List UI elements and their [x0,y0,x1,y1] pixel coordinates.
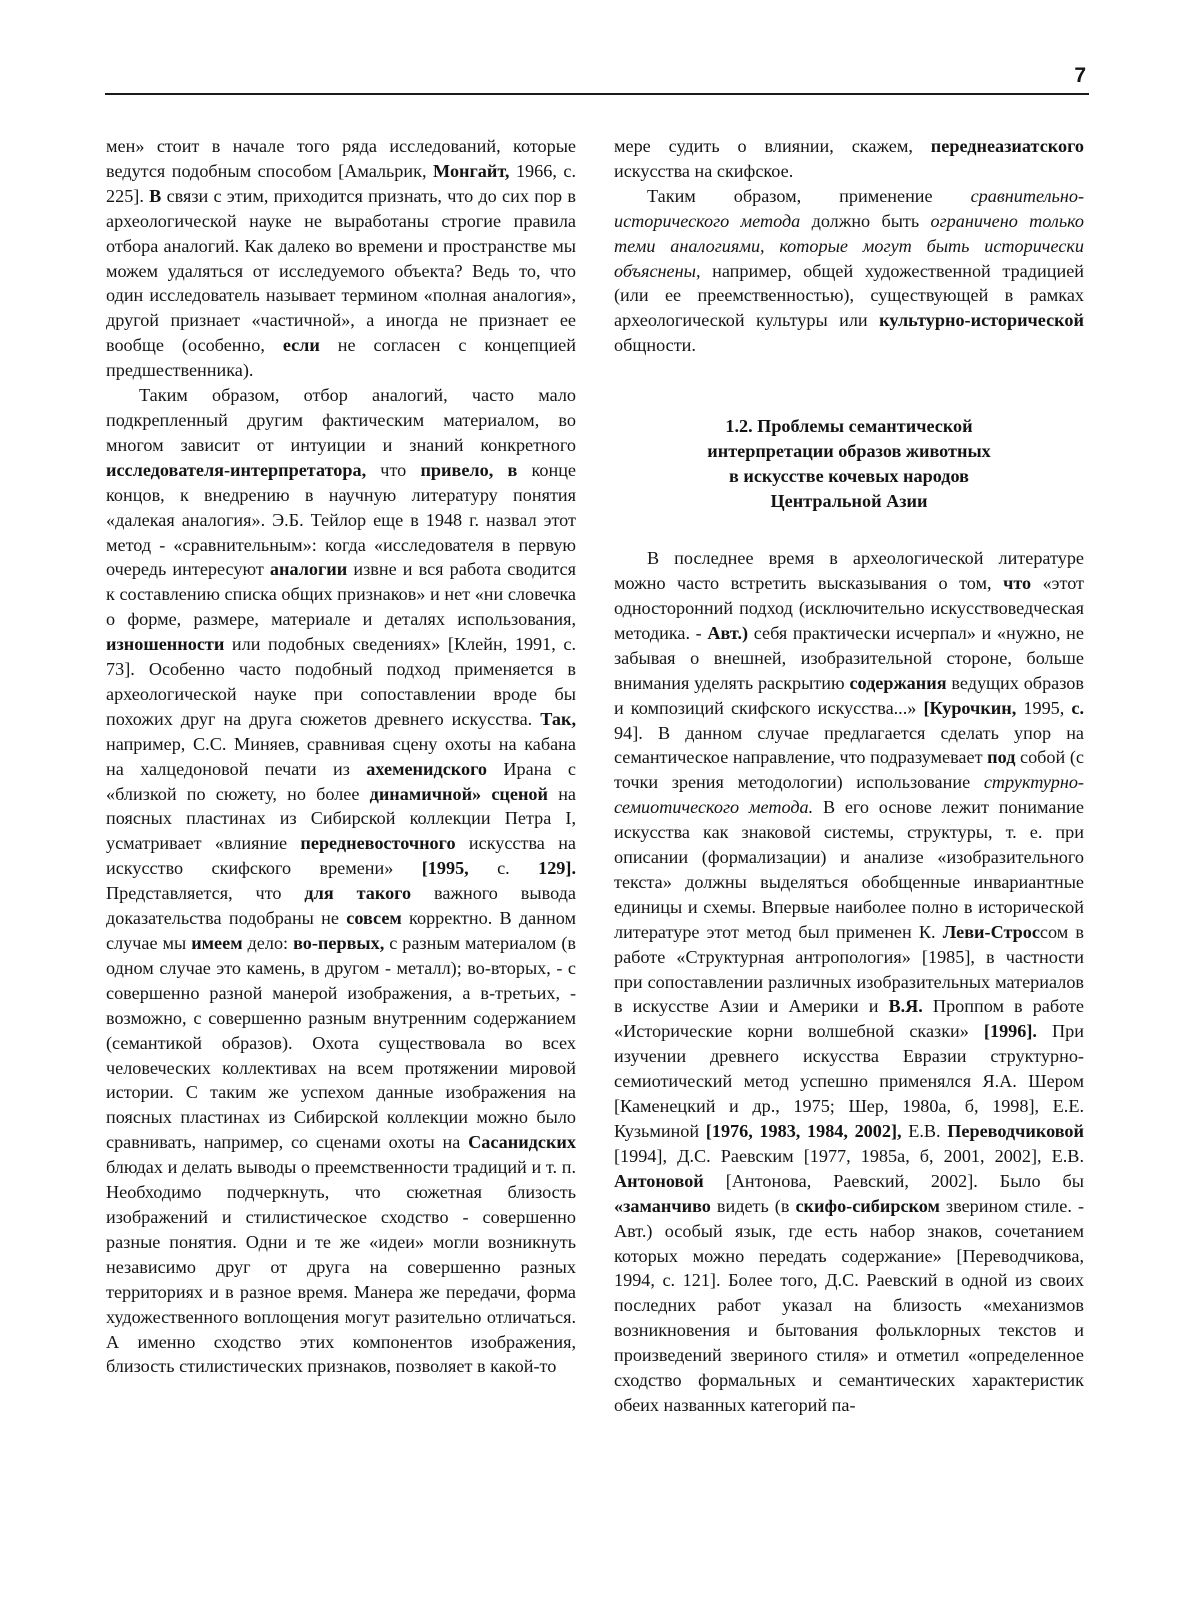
italic-text: ограничено только теми аналогиями, которые могут быть исторически объяснены, [614,210,1085,281]
section-heading-line-2: интерпретации образов животных [707,441,991,462]
bold-text: имеем [191,933,243,953]
text-run: не согласен с концепцией предшественника). [106,335,576,381]
text-run: В его основе лежит понимание искусства как знаковой системы, структуры, т. е. при описании (формализации) и анализе «изобразительного текста» должны выделяться обобщенные инвариантные единицы и схемы. Впервые наиболее полно в исторической литературе этот метод был применен К. [614,797,1084,942]
text-run: видеть (в [710,1195,796,1216]
text-run: с разным материалом (в одном случае это камень, в другом - металл); во-вторых, - с совершенно разной манерой изображения, а в-третьих, - возможно, с совершенно разным внутренним содержанием (семантикой образов). Охота существовала во всех человеческих коллективах на всем протяжении мировой истории. С таким же успехом данные изображения на поясных пластинах из Сибирской коллекции можно было сравнивать, например, со сценами охоты на [106,933,576,1153]
text-run: «этот односторонний подход (исключительно искусствоведческая методика. - [614,573,1084,643]
text-run: собой (с точки зрения методологии) использование [614,747,1084,793]
text-run: важного вывода доказательства подобраны не [106,883,576,929]
text-run: что [366,459,421,480]
bold-text: Монгайт, [433,160,510,181]
bold-text: что [1003,573,1032,594]
bold-text: В [149,185,162,206]
text-run: или подобных сведениях» [Клейн, 1991, с. 73]. Особенно часто подобный подход применяется в археологической науке при сопоставлении вроде бы похожих друг на друга сюжетов древнего искусства. [106,634,576,729]
text-run: блюдах и делать выводы о преемственности традиций и т. п. Необходимо подчеркнуть, что сюжетная близость изображений и стилистическое сходство - совершенно разные понятия. Одни и те же «идеи» могли возникнуть независимо друг от друга на совершенно разных территориях и в разное время. Манера же передачи, форма художественного воплощения могут разительно отличаться. А именно сходство этих компонентов изображения, близость стилистических признаков, позволяет в какой-то [106,1157,576,1377]
text-run: [1994], Д.С. Раевским [1977, 1985а, б, 2001, 2002], Е.В. [614,1145,1084,1166]
bold-text: переднеазиатского [930,136,1084,156]
bold-text: динамичной» сценой [369,783,549,804]
text-run: Е.В. [901,1121,948,1141]
page-number: 7 [1074,64,1086,87]
text-run: например, общей художественной традицией (или ее преемственностью), существующей в рамках археологической культуры или [614,260,1084,331]
paragraph [614,134,1084,184]
section-heading-line-4: Центральной Азии [770,491,928,512]
bold-text: привело, в [420,459,518,480]
bold-text: В.Я. [888,996,923,1017]
paragraph [614,546,1084,1418]
text-run: мере судить о влиянии, скажем, [614,136,931,156]
text-run: Таким образом, применение [647,185,971,206]
bold-text: [1995, [421,858,469,879]
text-run: Представляется, что [106,883,305,904]
text-run: 94]. В данном случае предлагается сделать упор на семантическое направление, что подразумевает [614,722,1084,768]
bold-text: Сасанидских [468,1132,576,1153]
text-run: сом в работе «Структурная антропология» [1985], в частности при сопоставлении различных изобразительных материалов в искусстве Азии и Америки и [614,921,1084,1017]
text-run: мен» стоит в начале того ряда исследований, которые ведутся подобным способом [Амальрик, [106,136,576,181]
bold-text: Так, [540,708,576,729]
text-run: себя практически исчерпал» и «нужно, не забывая о внешней, изобразительной стороне, больше внимания уделять раскрытию [614,622,1084,693]
text-run: зверином стиле. - Авт.) особый язык, где есть набор знаков, сочетанием которых можно передать содержание» [Переводчикова, 1994, с. 121]. Более того, Д.С. Раевский в одной из своих последних работ указал на близость «механизмов возникновения и бытования фольклорных текстов и произведений звериного стиля» и отметил «определенное сходство формальных и семантических характеристик обеих названных категорий па- [614,1195,1084,1415]
section-heading-line-3: в искусстве кочевых народов [729,466,969,487]
bold-text: аналогии [269,559,348,580]
bold-text: под [987,747,1016,768]
text-run: Проппом в работе «Исторические корни волшебной сказки» [614,996,1084,1042]
paragraph [106,383,576,1379]
text-run: [Антонова, Раевский, 2002]. Было бы [703,1170,1084,1191]
text-run: с. [468,858,539,879]
bold-text: совсем [346,908,402,929]
text-run: искусства на искусство скифского времени» [106,833,576,879]
text-run: конце концов, к внедрению в научную литературу понятия «далекая аналогия». Э.Б. Тейлор еще в 1948 г. назвал этот метод - «сравнительным»: когда «исследователя в первую очередь интересуют [106,459,577,580]
text-run: извне и вся работа сводится к составлению списка общих признаков» и нет «ни словечка о форме, размере, материале и деталях использования, [106,559,576,630]
bold-text: [Курочкин, [923,697,1017,718]
text-run: При изучении древнего искусства Евразии структурно-семиотический метод успешно применялся Я.А. Шером [Каменецкий и др., 1975; Шер, 1980а, б, 1998], Е.Е. Кузьминой [614,1021,1084,1141]
bold-text: [1996]. [983,1021,1037,1042]
right-column [614,134,1084,1418]
bold-text: Антоновой [614,1170,704,1191]
bold-text: Переводчиковой [947,1121,1084,1141]
bold-text: во-первых, [293,933,385,953]
bold-text: Леви-Строс [942,921,1040,942]
paragraph [614,184,1084,358]
italic-text: сравнительно-исторического метода [614,185,1084,231]
bold-text: скифо-сибирском [795,1195,940,1216]
bold-text: [1976, 1983, 1984, 2002], [705,1121,902,1141]
bold-text: изношенности [106,634,225,655]
text-run: искусства на скифское. [614,160,794,181]
section-heading-line-1: 1.2. Проблемы семантической [725,416,973,437]
bold-text: с. [1071,697,1084,718]
text-run: дело: [242,933,294,953]
bold-text: исследователя-интерпретатора, [106,459,367,480]
paragraph [106,134,576,383]
text-run: 1966, с. 225]. [106,160,576,206]
bold-text: передневосточного [300,833,456,854]
text-run: например, С.С. Миняев, сравнивая сцену охоты на кабана на халцедоновой печати из [106,733,576,779]
text-run: Ирана с «близкой по сюжету, но более [106,758,576,804]
right-column-paragraphs-after [614,546,1084,1418]
bold-text: ахеменидского [366,758,488,779]
section-number: 1.2. [725,416,753,437]
bold-text: «заманчиво [614,1195,711,1216]
text-run: на поясных пластинах из Сибирской коллекции Петра I, усматривает «влияние [106,783,576,854]
section-heading [614,414,1084,514]
bold-text: культурно-исторической [879,310,1084,331]
text-run: общности. [614,335,696,356]
text-run: связи с этим, приходится признать, что до сих пор в археологической науке не выработаны строгие правила отбора аналогий. Как далеко во времени и пространстве мы можем удаляться от исследуемого объекта? Ведь то, что один исследователь называет термином «полная аналогия», другой признает «частичной», а иногда не признает ее вообще (особенно, [106,185,576,356]
text-run: корректно. В данном случае мы [106,908,576,953]
text-run: должно быть [800,210,931,231]
left-column [106,134,576,1379]
header-rule [105,93,1089,95]
bold-text: для такого [304,883,412,904]
bold-text: если [282,335,320,356]
text-run: В последнее время в археологической литературе можно часто встретить высказывания о том, [614,548,1084,594]
bold-text: 129]. [538,858,576,879]
text-run: ведущих образов и композиций скифского искусства...» [614,672,1084,718]
italic-text: структурно-семиотического метода. [614,772,1084,818]
bold-text: содержания [849,672,947,693]
right-column-paragraphs-before [614,134,1084,358]
bold-text: Авт.) [707,622,749,643]
text-run: Таким образом, отбор аналогий, часто мало подкрепленный другим фактическим материалом, во многом зависит от интуиции и знаний конкретного [106,385,576,455]
text-run: 1995, [1016,697,1072,718]
